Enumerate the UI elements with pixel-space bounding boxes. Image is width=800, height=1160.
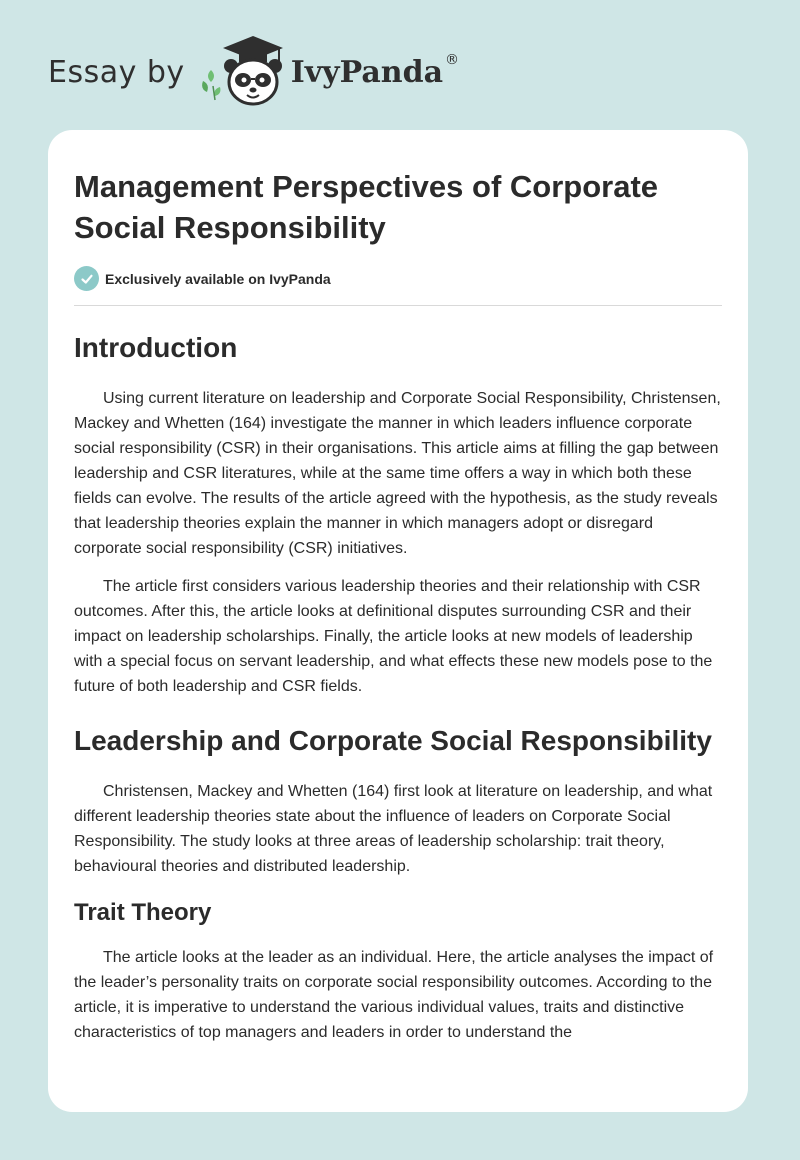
registered-mark: ® <box>445 51 460 68</box>
paragraph: Using current literature on leadership and Corporate Social Responsibility, Christensen, Mackey and Whetten (164) investigate the manner in which leaders influence corporate social responsibility (CSR) in their organisations. This article aims at filling the gap between leadership and CSR literatures, while at the same time offers a way in which both these fields can evolve. The results of the article agreed with the hypothesis, as the study reveals that leadership theories explain the manner in which managers adopt or disregard corporate social responsibility (CSR) initiatives. <box>74 390 721 557</box>
essay-card <box>48 130 748 1112</box>
exclusive-text: Exclusively available on IvyPanda <box>105 270 331 287</box>
essay-by-label: Essay by <box>48 54 185 90</box>
check-circle-icon <box>74 266 99 291</box>
panda-logo-icon <box>201 30 285 115</box>
ivypanda-logo[interactable] <box>201 30 459 115</box>
subsection-heading-trait-theory: Trait Theory <box>74 899 212 926</box>
paragraph: The article first considers various leadership theories and their relationship with CSR outcomes. After this, the article looks at definitional disputes surrounding CSR and their impact on leadership scholarships. Finally, the article looks at new models of leadership with a special focus on servant leadership, and what effects these new models pose to the future of both leadership and CSR fields. <box>74 578 713 695</box>
paragraph: The article looks at the leader as an individual. Here, the article analyses the impact of the leader’s personality traits on corporate social responsibility outcomes. According to the article, it is imperative to understand the various individual values, traits and distinctive characteristics of top managers and leaders in order to understand the <box>74 949 714 1041</box>
site-header <box>48 32 459 112</box>
exclusive-badge <box>74 266 722 306</box>
brand-name: IvyPanda <box>290 54 444 90</box>
essay-title: Management Perspectives of Corporate Social Responsibility <box>74 169 659 245</box>
section-heading-introduction: Introduction <box>74 332 238 363</box>
paragraph: Christensen, Mackey and Whetten (164) first look at literature on leadership, and what different leadership theories state about the influence of leaders on Corporate Social Responsibility. The study looks at three areas of leadership scholarship: trait theory, behavioural theories and distributed leadership. <box>74 783 713 875</box>
section-heading-leadership-csr: Leadership and Corporate Social Responsibility <box>74 725 712 756</box>
